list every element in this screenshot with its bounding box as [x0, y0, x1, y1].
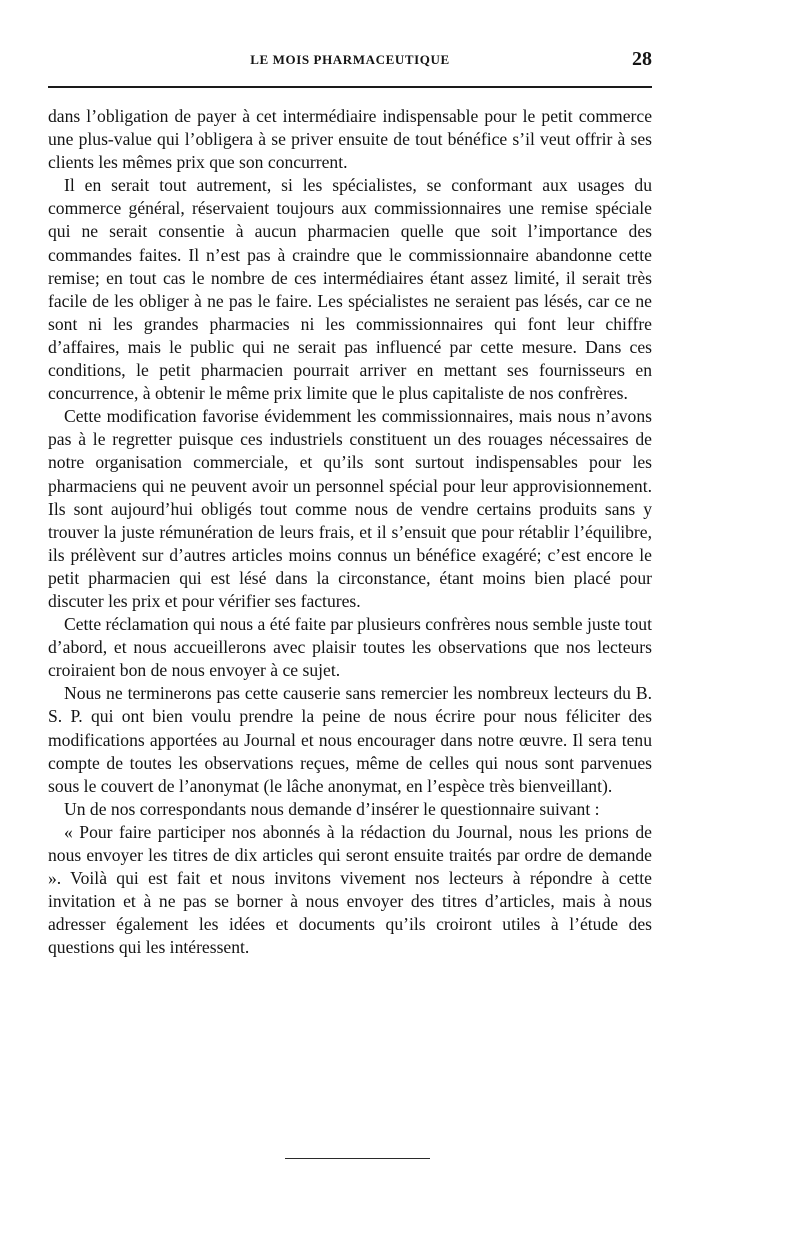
- paragraph-continued: dans l’obligation de payer à cet intermédiaire indispensable pour le petit commerce une plus-value qui l’obligera à se priver ensuite de tout bénéfice s’il veut offrir à ses clients les mêmes prix que son concurrent.: [48, 106, 652, 173]
- paragraph: Cette modification favorise évidemment les commissionnaires, mais nous n’avons pas à le regretter puisque ces industriels constituent un des rouages nécessaires de notre organisation commerciale, et qu’ils sont surtout indispensables pour les pharmaciens qui ne peuvent avoir un personnel spécial pour leur approvisionnement. Ils sont aujourd’hui obligés tout comme nous de vendre certains produits sans y trouver la juste rémunération de leurs frais, et il s’ensuit que pour rétablir l’équilibre, ils prélèvent sur d’autres articles moins connus un bénéfice exagéré; c’est encore le petit pharmacien qui est lésé dans la circonstance, étant moins bien placé pour discuter les prix et pour vérifier ses factures.: [48, 406, 652, 611]
- journal-title: LE MOIS PHARMACEUTIQUE: [250, 52, 450, 67]
- paragraph: Un de nos correspondants nous demande d’insérer le questionnaire suivant :: [64, 798, 600, 819]
- page-number: 28: [632, 48, 652, 70]
- paragraph: Nous ne terminerons pas cette causerie sans remercier les nombreux lecteurs du B. S. P. qui ont bien voulu prendre la peine de nous écrire pour nous féliciter des modifications apportées au Journal et nous encourager dans notre œuvre. Il sera tenu compte de toutes les observations reçues, même de celles qui nous sont parvenues sous le couvert de l’anonymat (le lâche anonymat, en l’espèce très bienveillant).: [48, 683, 652, 796]
- paragraph: Cette réclamation qui nous a été faite par plusieurs confrères nous semble juste tout d’abord, et nous accueillerons avec plaisir toutes les observations que nos lecteurs croiraient bon de nous envoyer à ce sujet.: [48, 614, 652, 681]
- paragraph-quotation: « Pour faire participer nos abonnés à la rédaction du Journal, nous les prions de nous envoyer les titres de dix articles qui seront ensuite traités par ordre de demande ». Voilà qui est fait et nous invitons vivement nos lecteurs à répondre à cette invitation et à ne pas se borner à nous envoyer des titres d’articles, mais à nous adresser également les idées et documents qu’ils croiront utiles à l’étude des questions qui les intéressent.: [48, 821, 652, 958]
- article-body: [48, 105, 652, 959]
- end-of-article-rule: [285, 1158, 430, 1159]
- paragraph: Il en serait tout autrement, si les spécialistes, se conformant aux usages du commerce général, réservaient toujours aux commissionnaires une remise spéciale qui ne serait consentie à aucun pharmacien quelle que soit l’importance des commandes faites. Il n’est pas à craindre que le commissionnaire abandonne cette remise; en tout cas le nombre de ces intermédiaires étant assez limité, il serait très facile de les obliger à ne pas le faire. Les spécialistes ne seraient pas lésés, car ce ne sont ni les grandes pharmacies ni les commissionnaires qui font leur chiffre d’affaires, mais le public qui ne serait pas influencé par cette mesure. Dans ces conditions, le petit pharmacien pourrait arriver en mettant ses fournisseurs en concurrence, à obtenir le même prix limite que le plus capitaliste de nos confrères.: [48, 175, 652, 404]
- header-rule: [48, 86, 652, 88]
- running-head: [48, 48, 652, 74]
